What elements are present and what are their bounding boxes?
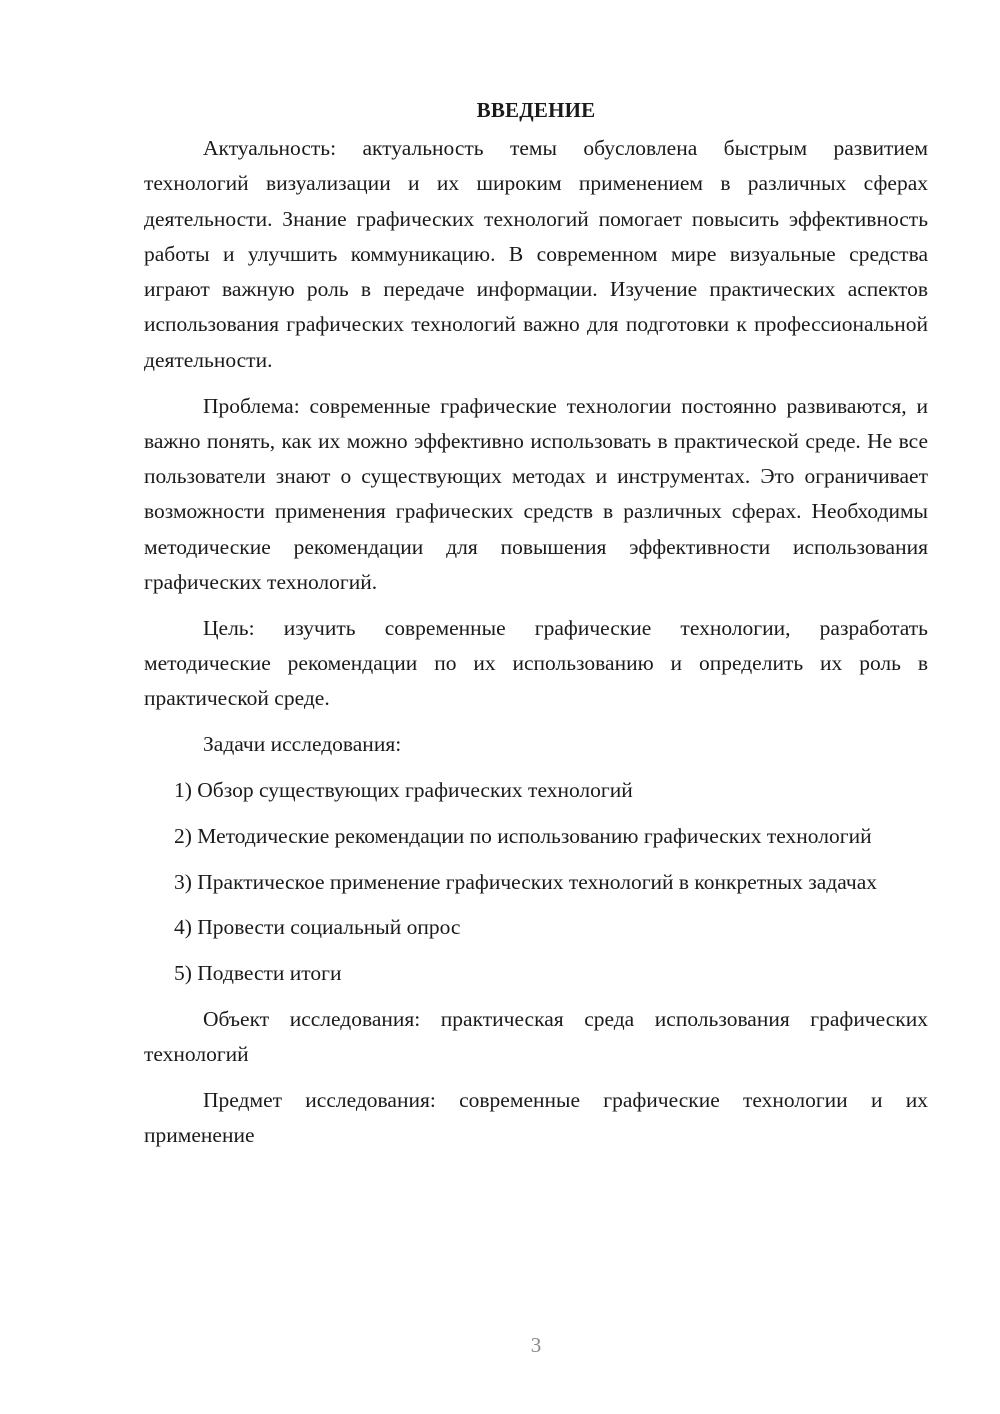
subject-paragraph: Предмет исследования: современные графические технологии и их применение — [144, 1088, 928, 1148]
problem-paragraph: Проблема: современные графические технологии постоянно развиваются, и важно понять, как их можно эффективно использовать в практической среде. Не все пользователи знают о существующих методах и инструментах. Это ограничивает возможности применения графических средств в различных сферах. Необходимы методические рекомендации для повышения эффективности использования графических технологий. — [144, 393, 928, 595]
task-item-3: 3) Практическое применение графических технологий в конкретных задачах — [174, 869, 878, 894]
task-item-4: 4) Провести социальный опрос — [174, 915, 461, 940]
task-item-2: 2) Методические рекомендации по использованию графических технологий — [174, 823, 872, 848]
document-page — [144, 93, 928, 1154]
task-item-5: 5) Подвести итоги — [174, 961, 342, 986]
relevance-paragraph: Актуальность: актуальность темы обусловлена быстрым развитием технологий визуализации и их широким применением в различных сферах деятельности. Знание графических технологий помогает повысить эффективность работы и улучшить коммуникацию. В современном мире визуальные средства играют важную роль в передаче информации. Изучение практических аспектов использования графических технологий важно для подготовки к профессиональной деятельности. — [144, 136, 928, 372]
tasks-title: Задачи исследования: — [203, 732, 402, 757]
section-heading: ВВЕДЕНИЕ — [476, 98, 596, 122]
goal-paragraph: Цель: изучить современные графические технологии, разработать методические рекомендации по их использованию и определить их роль в практической среде. — [144, 615, 928, 711]
task-item-1: 1) Обзор существующих графических технологий — [174, 778, 633, 803]
page-number: 3 — [530, 1333, 542, 1357]
object-paragraph: Объект исследования: практическая среда использования графических технологий — [144, 1007, 928, 1067]
